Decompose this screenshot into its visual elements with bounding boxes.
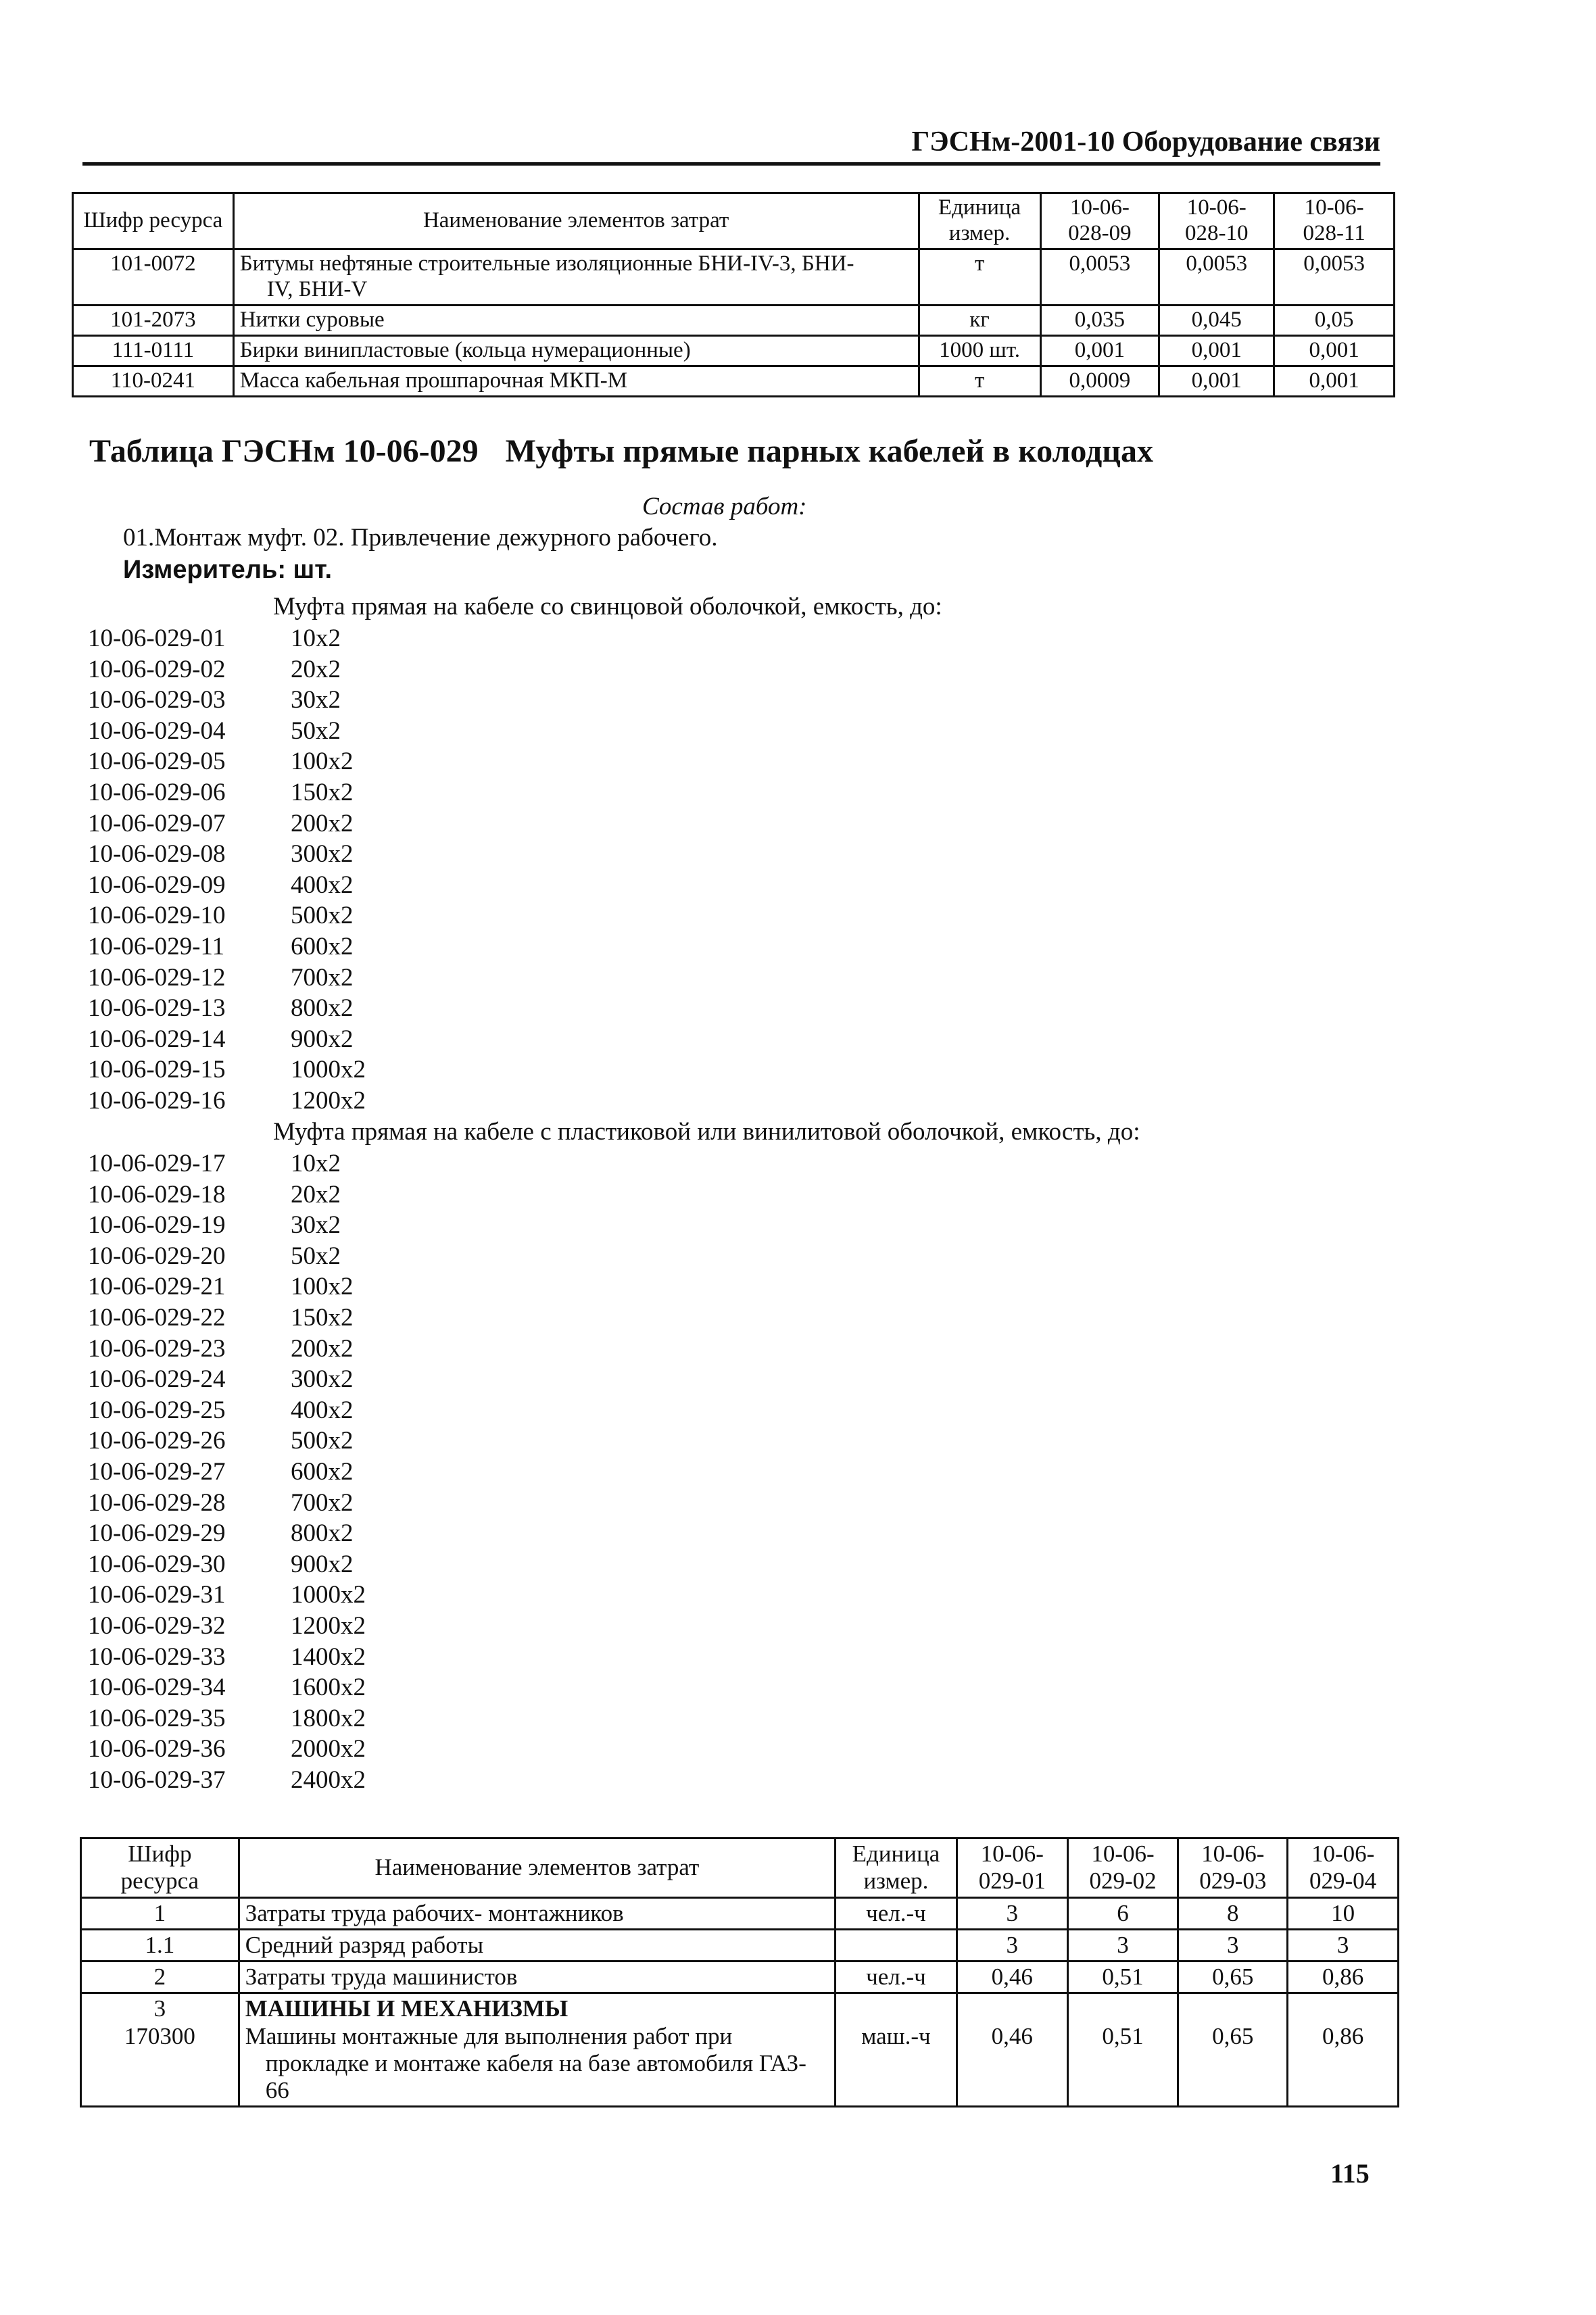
- list-item: [88, 1518, 366, 1549]
- item-code: 10-06-029-14: [88, 1025, 226, 1053]
- machines-code: 3 170300: [81, 1993, 239, 2107]
- row-value: 3: [957, 1929, 1067, 1961]
- row-value: 0,001: [1040, 335, 1159, 366]
- item-size: 500x2: [291, 1427, 354, 1455]
- row-code: 101-0072: [73, 249, 234, 305]
- item-size: 900x2: [291, 1025, 354, 1053]
- row-value: 0,46: [957, 1961, 1067, 1993]
- list-item: [88, 1549, 366, 1580]
- header-name: Наименование элементов затрат: [233, 193, 919, 249]
- table-row: [73, 305, 1395, 335]
- list-item: [88, 1241, 366, 1272]
- row-value: 0,0053: [1159, 249, 1274, 305]
- list-item: [88, 1395, 366, 1426]
- item-size: 150x2: [291, 778, 354, 806]
- machines-heading: МАШИНЫ И МЕХАНИЗМЫ: [245, 1995, 569, 2022]
- item-code: 10-06-029-21: [88, 1273, 226, 1301]
- row-value: 0,46: [957, 1993, 1067, 2107]
- group1-code-list: [88, 623, 366, 1117]
- item-code: 10-06-029-35: [88, 1704, 226, 1732]
- row-unit: [835, 1929, 957, 1961]
- list-item: [88, 962, 366, 994]
- row-unit: т: [919, 249, 1040, 305]
- row-name: Масса кабельная прошпарочная МКП-М: [233, 366, 919, 396]
- list-item: [88, 1024, 366, 1055]
- list-item: [88, 839, 366, 870]
- list-item: [88, 1765, 366, 1796]
- table-row: [81, 1897, 1399, 1929]
- header-unit: Единица измер.: [919, 193, 1040, 249]
- item-size: 600x2: [291, 1457, 354, 1486]
- item-size: 10x2: [291, 625, 341, 652]
- item-size: 700x2: [291, 963, 354, 992]
- list-item: [88, 870, 366, 901]
- row-value: 8: [1178, 1897, 1288, 1929]
- header-col-028-11: 10-06- 028-11: [1274, 193, 1395, 249]
- table-row: [73, 335, 1395, 366]
- header-col-028-09: 10-06- 028-09: [1040, 193, 1159, 249]
- list-item: [88, 716, 366, 747]
- list-item: [88, 1611, 366, 1642]
- table-header-row: [81, 1838, 1399, 1898]
- item-code: 10-06-029-08: [88, 840, 226, 869]
- item-code: 10-06-029-30: [88, 1550, 226, 1578]
- row-code: 101-2073: [73, 305, 234, 335]
- item-size: 400x2: [291, 871, 354, 899]
- row-name: Нитки суровые: [233, 305, 919, 335]
- item-code: 10-06-029-24: [88, 1365, 226, 1394]
- item-code: 10-06-029-09: [88, 871, 226, 899]
- row-value: 0,86: [1288, 1993, 1399, 2107]
- item-size: 1200x2: [291, 1086, 366, 1115]
- item-code: 10-06-029-15: [88, 1056, 226, 1084]
- item-size: 20x2: [291, 655, 341, 683]
- list-item: [88, 685, 366, 716]
- list-item: [88, 1672, 366, 1703]
- list-item: [88, 1334, 366, 1365]
- item-code: 10-06-029-06: [88, 778, 226, 806]
- section-title-name: Муфты прямые парных кабелей в колодцах: [505, 433, 1153, 469]
- item-code: 10-06-029-05: [88, 748, 226, 776]
- item-code: 10-06-029-17: [88, 1150, 226, 1177]
- row-name: Бирки винипластовые (кольца нумерационные): [233, 335, 919, 366]
- row-code: 1: [81, 1897, 239, 1929]
- row-value: 0,65: [1178, 1961, 1288, 1993]
- page-header-title: ГЭСНм-2001-10 Оборудование связи: [911, 126, 1380, 157]
- item-size: 50x2: [291, 716, 341, 745]
- item-size: 800x2: [291, 994, 354, 1023]
- row-value: 0,001: [1274, 335, 1395, 366]
- item-size: 200x2: [291, 1334, 354, 1363]
- resource-table-029: [80, 1837, 1399, 2107]
- item-code: 10-06-029-34: [88, 1674, 226, 1702]
- row-value: 3: [1067, 1929, 1178, 1961]
- header-code: Шифр ресурса: [81, 1838, 239, 1898]
- row-name: Битумы нефтяные строительные изоляционные БНИ-IV-3, БНИ- IV, БНИ-V: [233, 249, 919, 305]
- row-value: 0,001: [1159, 335, 1274, 366]
- list-item: [88, 900, 366, 931]
- row-value: 3: [957, 1897, 1067, 1929]
- header-rule: [82, 162, 1380, 166]
- item-size: 500x2: [291, 902, 354, 930]
- list-item: [88, 931, 366, 962]
- row-unit: чел.-ч: [835, 1897, 957, 1929]
- item-size: 20x2: [291, 1180, 341, 1209]
- item-code: 10-06-029-36: [88, 1735, 226, 1763]
- header-col-029-02: 10-06- 029-02: [1067, 1838, 1178, 1898]
- item-code: 10-06-029-07: [88, 809, 226, 837]
- item-size: 400x2: [291, 1396, 354, 1424]
- item-code: 10-06-029-31: [88, 1581, 226, 1609]
- item-code: 10-06-029-13: [88, 994, 226, 1023]
- header-name: Наименование элементов затрат: [239, 1838, 835, 1898]
- item-size: 1600x2: [291, 1674, 366, 1702]
- item-size: 10x2: [291, 1150, 341, 1177]
- item-size: 200x2: [291, 809, 354, 837]
- item-size: 1400x2: [291, 1642, 366, 1671]
- item-code: 10-06-029-23: [88, 1334, 226, 1363]
- item-size: 300x2: [291, 840, 354, 869]
- list-item: [88, 1734, 366, 1765]
- item-size: 600x2: [291, 932, 354, 960]
- row-value: 10: [1288, 1897, 1399, 1929]
- list-item: [88, 1580, 366, 1611]
- section-title: [89, 433, 1153, 470]
- list-item: [88, 993, 366, 1024]
- list-item: [88, 1179, 366, 1211]
- item-code: 10-06-029-04: [88, 716, 226, 745]
- row-value: 0,001: [1159, 366, 1274, 396]
- row-value: 3: [1288, 1929, 1399, 1961]
- list-item: [88, 808, 366, 839]
- row-code: 111-0111: [73, 335, 234, 366]
- machines-name: МАШИНЫ И МЕХАНИЗМЫ Машины монтажные для выполнения работ при прокладке и монтаже кабеля на базе автомобиля ГАЗ- 66: [239, 1993, 835, 2107]
- machines-section-row: [81, 1993, 1399, 2107]
- row-value: 0,001: [1274, 366, 1395, 396]
- row-value: 0,51: [1067, 1961, 1178, 1993]
- table-header-row: [73, 193, 1395, 249]
- item-code: 10-06-029-25: [88, 1396, 226, 1424]
- table-row: [73, 366, 1395, 396]
- item-code: 10-06-029-19: [88, 1211, 226, 1240]
- header-col-029-03: 10-06- 029-03: [1178, 1838, 1288, 1898]
- item-code: 10-06-029-22: [88, 1303, 226, 1332]
- row-value: 0,0053: [1274, 249, 1395, 305]
- row-name: Затраты труда рабочих- монтажников: [239, 1897, 835, 1929]
- item-code: 10-06-029-11: [88, 932, 225, 960]
- item-size: 30x2: [291, 1211, 341, 1240]
- row-unit: кг: [919, 305, 1040, 335]
- row-code: 2: [81, 1961, 239, 1993]
- list-item: [88, 1488, 366, 1519]
- list-item: [88, 1271, 366, 1302]
- item-size: 50x2: [291, 1242, 341, 1270]
- item-code: 10-06-029-01: [88, 625, 226, 652]
- row-value: 0,65: [1178, 1993, 1288, 2107]
- list-item: [88, 1054, 366, 1086]
- item-size: 1200x2: [291, 1611, 366, 1640]
- header-unit: Единица измер.: [835, 1838, 957, 1898]
- item-code: 10-06-029-02: [88, 655, 226, 683]
- item-code: 10-06-029-27: [88, 1457, 226, 1486]
- row-value: 0,0009: [1040, 366, 1159, 396]
- list-item: [88, 1703, 366, 1734]
- list-item: [88, 1642, 366, 1673]
- row-value: 0,86: [1288, 1961, 1399, 1993]
- header-col-029-04: 10-06- 029-04: [1288, 1838, 1399, 1898]
- list-item: [88, 1210, 366, 1241]
- item-code: 10-06-029-26: [88, 1427, 226, 1455]
- row-value: 0,05: [1274, 305, 1395, 335]
- row-value: 3: [1178, 1929, 1288, 1961]
- table-row: [81, 1961, 1399, 1993]
- item-size: 700x2: [291, 1488, 354, 1517]
- list-item: [88, 1364, 366, 1395]
- item-size: 100x2: [291, 748, 354, 776]
- group2-code-list: [88, 1148, 366, 1795]
- resource-table-028: [72, 192, 1395, 397]
- list-item: [88, 1425, 366, 1457]
- row-unit: 1000 шт.: [919, 335, 1040, 366]
- item-size: 2400x2: [291, 1765, 366, 1794]
- item-size: 150x2: [291, 1303, 354, 1332]
- item-size: 1000x2: [291, 1056, 366, 1084]
- item-code: 10-06-029-37: [88, 1765, 226, 1794]
- row-value: 0,51: [1067, 1993, 1178, 2107]
- list-item: [88, 746, 366, 777]
- item-code: 10-06-029-28: [88, 1488, 226, 1517]
- works-heading: Состав работ:: [642, 493, 807, 520]
- item-code: 10-06-029-20: [88, 1242, 226, 1270]
- header-col-029-01: 10-06- 029-01: [957, 1838, 1067, 1898]
- list-item: [88, 1457, 366, 1488]
- row-name: Затраты труда машинистов: [239, 1961, 835, 1993]
- item-code: 10-06-029-10: [88, 902, 226, 930]
- group2-heading: Муфта прямая на кабеле с пластиковой или винилитовой оболочкой, емкость, до:: [273, 1118, 1140, 1146]
- list-item: [88, 1086, 366, 1117]
- list-item: [88, 623, 366, 654]
- table-row: [81, 1929, 1399, 1961]
- works-text: 01.Монтаж муфт. 02. Привлечение дежурного рабочего.: [123, 524, 718, 552]
- item-code: 10-06-029-29: [88, 1519, 226, 1548]
- item-code: 10-06-029-12: [88, 963, 226, 992]
- row-value: 0,035: [1040, 305, 1159, 335]
- row-value: 6: [1067, 1897, 1178, 1929]
- item-code: 10-06-029-03: [88, 686, 226, 714]
- item-code: 10-06-029-18: [88, 1180, 226, 1209]
- row-code: 1.1: [81, 1929, 239, 1961]
- list-item: [88, 777, 366, 808]
- row-unit: маш.-ч: [835, 1993, 957, 2107]
- row-code: 110-0241: [73, 366, 234, 396]
- item-size: 2000x2: [291, 1735, 366, 1763]
- list-item: [88, 1148, 366, 1179]
- header-col-028-10: 10-06- 028-10: [1159, 193, 1274, 249]
- row-value: 0,045: [1159, 305, 1274, 335]
- item-code: 10-06-029-32: [88, 1611, 226, 1640]
- item-size: 900x2: [291, 1550, 354, 1578]
- page-number: 115: [1330, 2158, 1370, 2189]
- section-title-code: Таблица ГЭСНм 10-06-029: [89, 433, 479, 469]
- item-size: 1800x2: [291, 1704, 366, 1732]
- group1-heading: Муфта прямая на кабеле со свинцовой оболочкой, емкость, до:: [273, 593, 942, 620]
- row-value: 0,0053: [1040, 249, 1159, 305]
- item-size: 100x2: [291, 1273, 354, 1301]
- table-row: [73, 249, 1395, 305]
- header-code: Шифр ресурса: [73, 193, 234, 249]
- list-item: [88, 654, 366, 685]
- list-item: [88, 1302, 366, 1334]
- row-unit: чел.-ч: [835, 1961, 957, 1993]
- item-size: 300x2: [291, 1365, 354, 1394]
- item-code: 10-06-029-33: [88, 1642, 226, 1671]
- row-name: Средний разряд работы: [239, 1929, 835, 1961]
- measure-unit: Измеритель: шт.: [123, 556, 333, 584]
- item-size: 800x2: [291, 1519, 354, 1548]
- row-unit: т: [919, 366, 1040, 396]
- item-code: 10-06-029-16: [88, 1086, 226, 1115]
- item-size: 1000x2: [291, 1581, 366, 1609]
- item-size: 30x2: [291, 686, 341, 714]
